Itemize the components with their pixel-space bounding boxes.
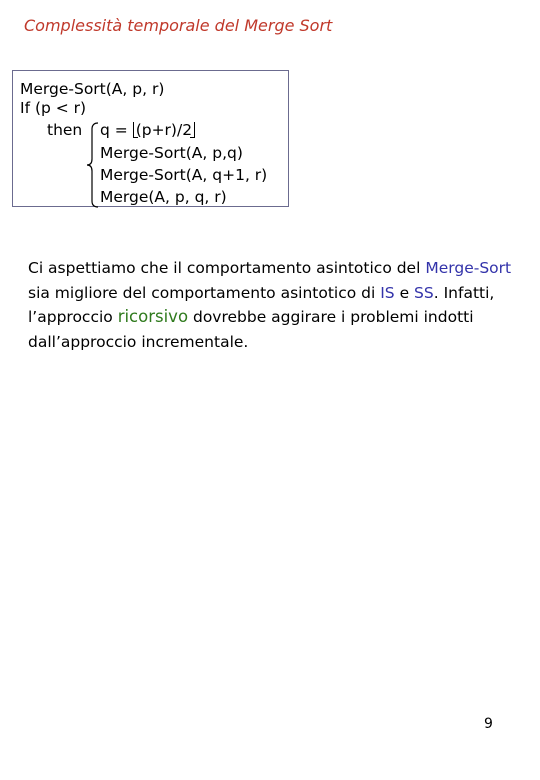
page-number: 9: [484, 716, 493, 732]
code-keyword-then: then: [47, 121, 83, 139]
floor-expression: (p+r)/2: [133, 121, 195, 139]
code-line-q-assign: [100, 121, 195, 139]
term-merge-sort: Merge-Sort: [425, 259, 512, 277]
code-line-merge: Merge(A, p, q, r): [100, 188, 227, 206]
slide-title: Complessità temporale del Merge Sort: [24, 16, 333, 35]
term-ss: SS: [414, 283, 434, 302]
para-text-1: Ci aspettiamo che il comportamento asintotico del: [28, 259, 426, 277]
q-assign-prefix: q =: [100, 121, 133, 139]
code-line-signature: Merge-Sort(A, p, r): [20, 80, 165, 98]
para-text-3: e: [394, 283, 415, 302]
para-text-2: sia migliore del comportamento asintotico di: [28, 283, 381, 302]
para-text-5: dovrebbe aggirare i problemi indotti dall’approccio incrementale.: [28, 308, 474, 351]
term-ricorsivo: ricorsivo: [117, 307, 189, 326]
code-line-recursive-left: Merge-Sort(A, p,q): [100, 144, 243, 162]
code-line-if: If (p < r): [20, 99, 87, 117]
code-line-recursive-right: Merge-Sort(A, q+1, r): [100, 166, 268, 184]
para-text-4: . Infatti, l’approccio: [28, 283, 495, 326]
then-block-brace-icon: [86, 121, 100, 209]
explanation-paragraph: [28, 256, 528, 354]
term-is: IS: [380, 283, 395, 302]
